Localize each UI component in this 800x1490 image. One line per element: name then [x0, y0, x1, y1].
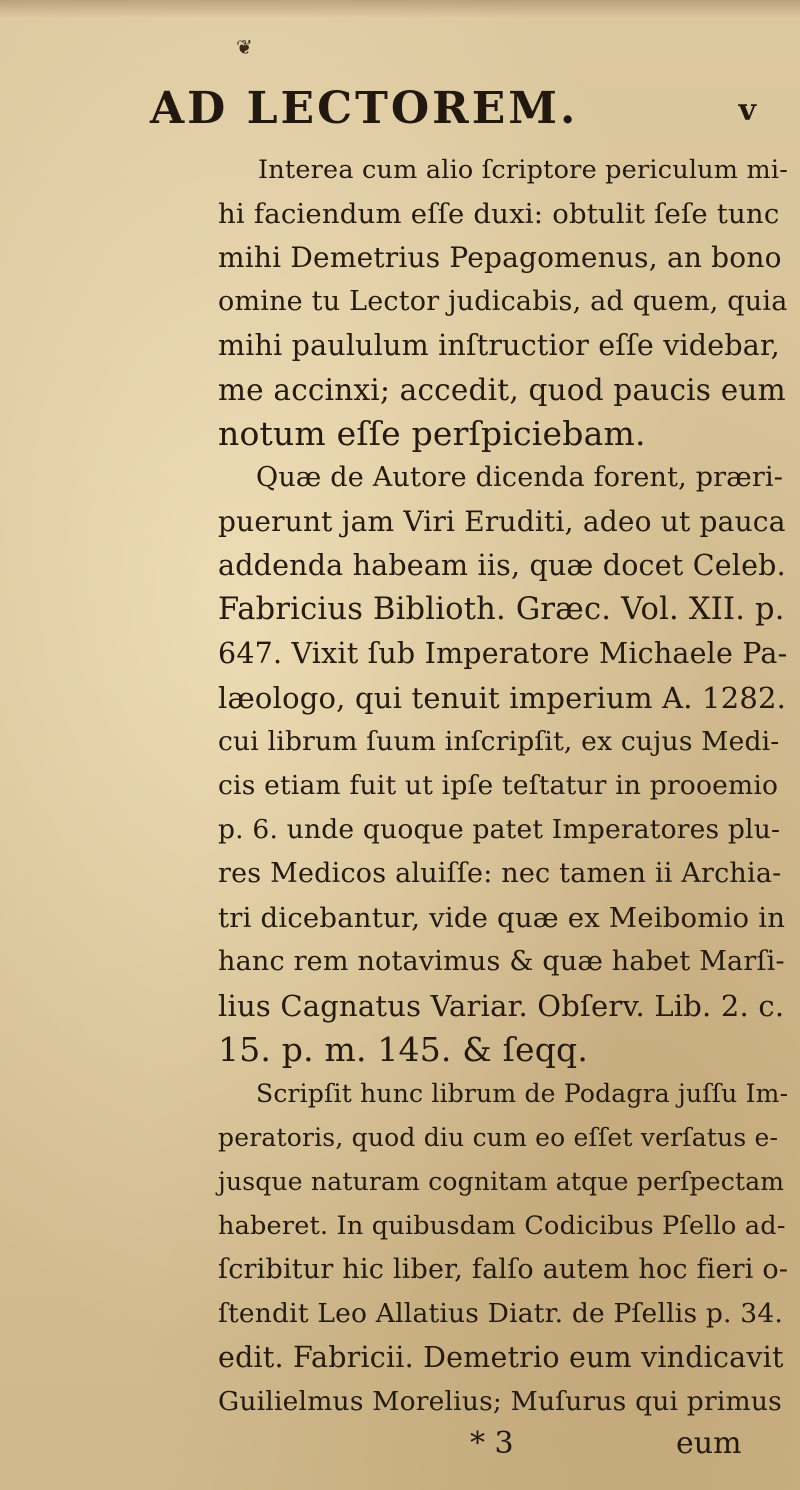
text-line: Quæ de Autore dicenda forent, præri- [256, 462, 784, 493]
text-line: jusque naturam cognitam atque perſpectam [218, 1167, 785, 1196]
text-line: cui librum ſuum inſcripſit, ex cujus Medi- [218, 726, 780, 757]
text-line: ſcribitur hic liber, falſo autem hoc fieri o- [218, 1254, 789, 1285]
signature-mark: * 3 [470, 1426, 514, 1461]
text-line: 15. p. m. 145. & ſeqq. [218, 1030, 589, 1069]
catchword: eum [676, 1426, 742, 1461]
text-line: Interea cum alio ſcriptore periculum mi- [258, 155, 789, 185]
text-line: lius Cagnatus Variar. Obſerv. Lib. 2. c. [218, 989, 785, 1023]
text-line: hanc rem notavimus & quæ habet Marſi- [218, 946, 785, 977]
text-line: mihi Demetrius Pepagomenus, an bono [218, 241, 782, 274]
text-line: edit. Fabricii. Demetrio eum vindicavit [218, 1341, 784, 1374]
running-title: AD LECTOREM. [150, 83, 579, 134]
text-line: peratoris, quod diu cum eo eſſet verſatus e- [218, 1123, 779, 1152]
text-line: mihi paululum inſtructior eſſe videbar, [218, 329, 780, 362]
text-line: Fabricius Biblioth. Græc. Vol. XII. p. [218, 592, 785, 627]
text-line: hi faciendum eſſe duxi: obtulit ſeſe tunc [218, 198, 780, 230]
text-line: puerunt jam Viri Eruditi, adeo ut pauca [218, 505, 786, 538]
text-line: haberet. In quibusdam Codicibus Pſello ad- [218, 1211, 786, 1241]
page-number: v [738, 93, 756, 128]
text-line: tri dicebantur, vide quæ ex Meibomio in [218, 902, 786, 934]
text-line: Guilielmus Morelius; Muſurus qui primus [218, 1386, 782, 1417]
text-line: ſtendit Leo Allatius Diatr. de Pſellis p. 34. [218, 1298, 784, 1329]
text-line: me accinxi; accedit, quod paucis eum [218, 373, 786, 407]
text-line: Scripſit hunc librum de Podagra juſſu Im- [256, 1079, 789, 1108]
text-line: 647. Vixit ſub Imperatore Michaele Pa- [218, 637, 788, 670]
text-line: res Medicos aluiſſe: nec tamen ii Archia- [218, 858, 782, 889]
text-line: addenda habeam iis, quæ docet Celeb. [218, 549, 786, 582]
text-line: notum eſſe perſpiciebam. [218, 414, 646, 453]
printer-ornament: ❦ [236, 35, 253, 59]
text-line: omine tu Lector judicabis, ad quem, quia [218, 286, 788, 317]
text-line: cis etiam fuit ut ipſe teſtatur in prooemio [218, 770, 779, 801]
text-line: læologo, qui tenuit imperium A. 1282. [218, 681, 787, 715]
text-line: p. 6. unde quoque patet Imperatores plu- [218, 814, 781, 845]
